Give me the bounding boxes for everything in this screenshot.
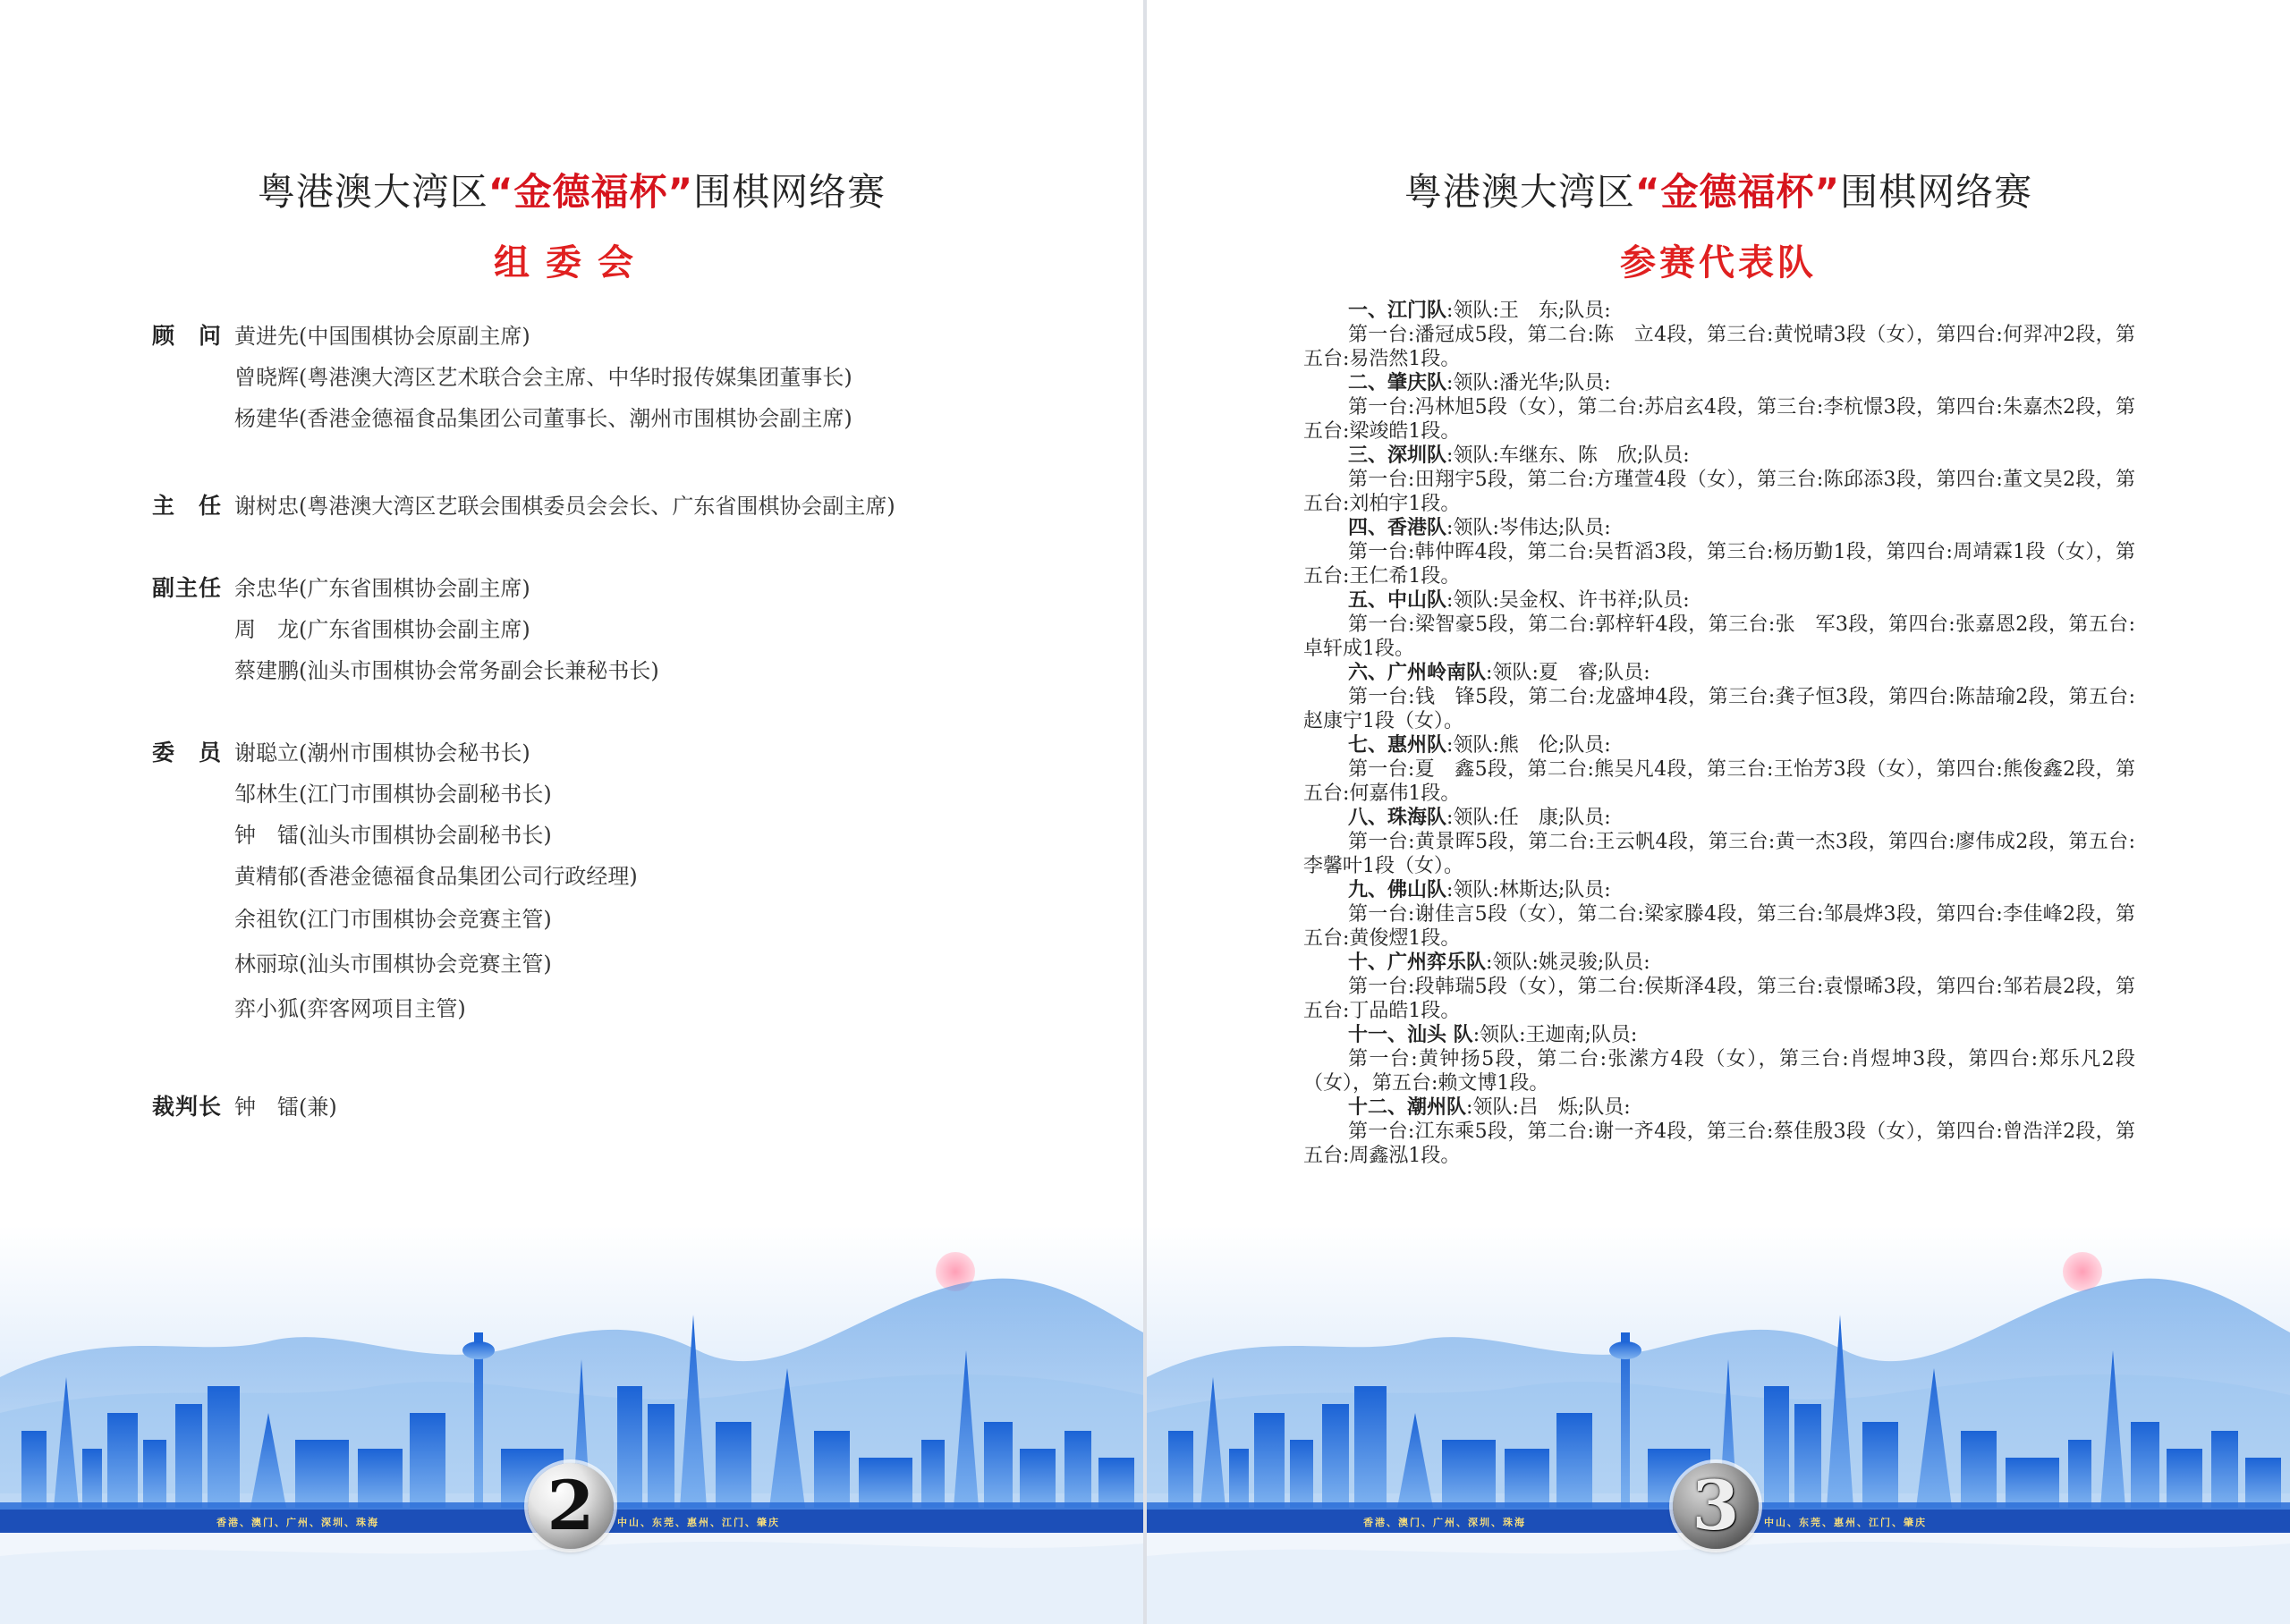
- team-number: 九、: [1348, 879, 1388, 901]
- team-entry: [1303, 444, 2135, 516]
- committee-member: 林丽琼(汕头市围棋协会竞赛主管): [234, 952, 552, 977]
- event-title-suffix: 围棋网络赛: [693, 170, 886, 214]
- team-number: 十二、: [1348, 1096, 1408, 1119]
- team-header: [1303, 733, 2135, 757]
- team-header: [1303, 1095, 2135, 1120]
- city-skyline-illustration: [1147, 1225, 2290, 1624]
- team-leader: :领队:王迦南;队员:: [1472, 1024, 1638, 1046]
- team-list: [1303, 299, 2135, 1168]
- committee-member: 曾晓辉(粤港澳大湾区艺术联合会主席、中华时报传媒集团董事长): [234, 365, 852, 390]
- team-number: 七、: [1348, 734, 1388, 757]
- team-header: [1303, 951, 2135, 975]
- team-name: 珠海队: [1387, 807, 1447, 829]
- team-entry: [1303, 588, 2135, 661]
- team-entry: [1303, 516, 2135, 588]
- committee-member: 周 龙(广东省围棋协会副主席): [234, 617, 530, 642]
- committee-member: 蔡建鹏(汕头市围棋协会常务副会长兼秘书长): [234, 658, 659, 683]
- role-label: 副主任: [152, 575, 223, 601]
- team-header: [1303, 588, 2135, 613]
- team-name: 肇庆队: [1387, 372, 1447, 394]
- team-roster: 第一台:钱 锋5段，第二台:龙盛坤4段，第三台:龚子恒3段，第四台:陈喆瑜2段，第五台:赵康宁1段（女）。: [1303, 686, 2135, 732]
- team-number: 八、: [1348, 807, 1388, 829]
- team-leader: :领队:姚灵骏;队员:: [1486, 952, 1650, 974]
- team-roster: 第一台:韩仲晖4段，第二台:吴哲滔3段，第三台:杨历勤1段，第四台:周靖霖1段（女），第五台:王仁希1段。: [1303, 541, 2135, 588]
- team-name: 香港队: [1387, 517, 1447, 539]
- team-leader: :领队:林斯达;队员:: [1446, 879, 1611, 901]
- team-roster: 第一台:梁智豪5段，第二台:郭梓轩4段，第三台:张 军3段，第四台:张嘉恩2段，第五台:卓轩成1段。: [1303, 613, 2135, 660]
- team-number: 五、: [1348, 589, 1388, 612]
- committee-member: 谢树忠(粤港澳大湾区艺联会围棋委员会会长、广东省围棋协会副主席): [234, 494, 895, 519]
- team-header: [1303, 444, 2135, 468]
- team-entry: [1303, 951, 2135, 1023]
- committee-member: 钟 镭(兼): [234, 1095, 337, 1120]
- role-label: 裁判长: [152, 1094, 223, 1120]
- team-leader: :领队:任 康;队员:: [1446, 807, 1611, 829]
- page-number: 3: [1673, 1463, 1759, 1549]
- team-leader: :领队:车继东、陈 欣;队员:: [1446, 444, 1690, 467]
- event-title: [0, 163, 1143, 216]
- event-title-cup: “金德福杯”: [488, 170, 694, 214]
- event-title: [1147, 163, 2290, 216]
- team-roster: 第一台:潘冠成5段，第二台:陈 立4段，第三台:黄悦晴3段（女），第四台:何羿冲2段，第五台:易浩然1段。: [1303, 324, 2135, 370]
- team-roster: 第一台:夏 鑫5段，第二台:熊吴凡4段，第三台:王怡芳3段（女），第四台:熊俊鑫2段，第五台:何嘉伟1段。: [1303, 758, 2135, 805]
- team-roster: 第一台:黄景晖5段，第二台:王云帆4段，第三台:黄一杰3段，第四台:廖伟成2段，第五台:李馨叶1段（女）。: [1303, 831, 2135, 877]
- team-header: [1303, 516, 2135, 540]
- team-leader: :领队:吴金权、许书祥;队员:: [1446, 589, 1690, 612]
- city-strip-left: 香港、澳门、广州、深圳、珠海: [216, 1517, 379, 1528]
- committee-member: 邹林生(江门市围棋协会副秘书长): [234, 782, 552, 807]
- team-leader: :领队:岑伟达;队员:: [1446, 517, 1611, 539]
- committee-member: 钟 镭(汕头市围棋协会副秘书长): [234, 823, 552, 848]
- team-leader: :领队:吕 烁;队员:: [1466, 1096, 1631, 1119]
- team-header: [1303, 806, 2135, 830]
- committee-member: 黄进先(中国围棋协会原副主席): [234, 324, 530, 349]
- team-entry: [1303, 661, 2135, 733]
- role-label: 顾 问: [152, 323, 223, 349]
- team-name: 中山队: [1387, 589, 1447, 612]
- event-title-prefix: 粤港澳大湾区: [257, 170, 488, 214]
- team-name: 广州弈乐队: [1387, 952, 1487, 974]
- team-roster: 第一台:冯林旭5段（女），第二台:苏启玄4段，第三台:李杭憬3段，第四台:朱嘉杰2段，第五台:梁竣皓1段。: [1303, 396, 2135, 443]
- committee-member: 弈小狐(弈客网项目主管): [234, 996, 466, 1021]
- team-leader: :领队:夏 睿;队员:: [1486, 662, 1650, 684]
- committee-member: 余祖钦(江门市围棋协会竞赛主管): [234, 907, 552, 932]
- team-number: 四、: [1348, 517, 1388, 539]
- team-number: 一、: [1348, 300, 1388, 322]
- team-roster: 第一台:谢佳言5段（女），第二台:梁家滕4段，第三台:邹晨烨3段，第四台:李佳峰2段，第五台:黄俊熤1段。: [1303, 903, 2135, 950]
- team-entry: [1303, 371, 2135, 444]
- team-roster: 第一台:江东乘5段，第二台:谢一齐4段，第三台:蔡佳殷3段（女），第四台:曾浩洋2段，第五台:周鑫泓1段。: [1303, 1121, 2135, 1167]
- event-title-suffix: 围棋网络赛: [1840, 170, 2033, 214]
- team-header: [1303, 299, 2135, 323]
- event-title-cup: “金德福杯”: [1634, 170, 1841, 214]
- city-skyline-illustration: [0, 1225, 1143, 1624]
- team-name: 汕头 队: [1407, 1024, 1473, 1046]
- team-entry: [1303, 299, 2135, 371]
- team-number: 十一、: [1348, 1024, 1408, 1046]
- team-entry: [1303, 1095, 2135, 1168]
- team-name: 广州岭南队: [1387, 662, 1487, 684]
- team-name: 佛山队: [1387, 879, 1447, 901]
- team-roster: 第一台:黄钟扬5段，第二台:张潆方4段（女），第三台:肖煜坤3段，第四台:郑乐凡2段（女），第五台:赖文博1段。: [1303, 1048, 2135, 1095]
- team-header: [1303, 1023, 2135, 1047]
- page-number: 2: [528, 1463, 614, 1549]
- event-title-prefix: 粤港澳大湾区: [1404, 170, 1635, 214]
- committee-member: 杨建华(香港金德福食品集团公司董事长、潮州市围棋协会副主席): [234, 406, 852, 431]
- team-entry: [1303, 806, 2135, 878]
- team-header: [1303, 661, 2135, 685]
- team-number: 三、: [1348, 444, 1388, 467]
- team-header: [1303, 878, 2135, 902]
- role-label: 委 员: [152, 740, 223, 765]
- committee-member: 余忠华(广东省围棋协会副主席): [234, 576, 530, 601]
- city-strip-left: 香港、澳门、广州、深圳、珠海: [1363, 1517, 1526, 1528]
- team-entry: [1303, 733, 2135, 806]
- team-leader: :领队:潘光华;队员:: [1446, 372, 1611, 394]
- team-name: 深圳队: [1387, 444, 1447, 467]
- role-label: 主 任: [152, 493, 223, 519]
- team-roster: 第一台:段韩瑞5段（女），第二台:侯斯泽4段，第三台:袁憬晞3段，第四台:邹若晨2段，第五台:丁品皓1段。: [1303, 976, 2135, 1022]
- team-number: 二、: [1348, 372, 1388, 394]
- team-name: 惠州队: [1387, 734, 1447, 757]
- team-entry: [1303, 1023, 2135, 1095]
- team-leader: :领队:熊 伦;队员:: [1446, 734, 1611, 757]
- committee-member: 谢聪立(潮州市围棋协会秘书长): [234, 740, 530, 765]
- team-header: [1303, 371, 2135, 395]
- teams-title: 参赛代表队: [1620, 242, 1817, 283]
- city-strip-right: 中山、东莞、惠州、江门、肇庆: [617, 1517, 780, 1528]
- team-leader: :领队:王 东;队员:: [1446, 300, 1611, 322]
- left-page: [0, 0, 1143, 1624]
- city-strip-right: 中山、东莞、惠州、江门、肇庆: [1764, 1517, 1927, 1528]
- team-number: 六、: [1348, 662, 1388, 684]
- committee-member: 黄精郁(香港金德福食品集团公司行政经理): [234, 864, 638, 889]
- team-roster: 第一台:田翔宇5段，第二台:方瑾萱4段（女），第三台:陈邱添3段，第四台:董文昊2段，第五台:刘柏宇1段。: [1303, 469, 2135, 515]
- right-page: [1147, 0, 2290, 1624]
- team-number: 十、: [1348, 952, 1388, 974]
- team-entry: [1303, 878, 2135, 951]
- committee-title: 组委会: [494, 242, 649, 283]
- team-name: 潮州队: [1407, 1096, 1467, 1119]
- team-name: 江门队: [1387, 300, 1447, 322]
